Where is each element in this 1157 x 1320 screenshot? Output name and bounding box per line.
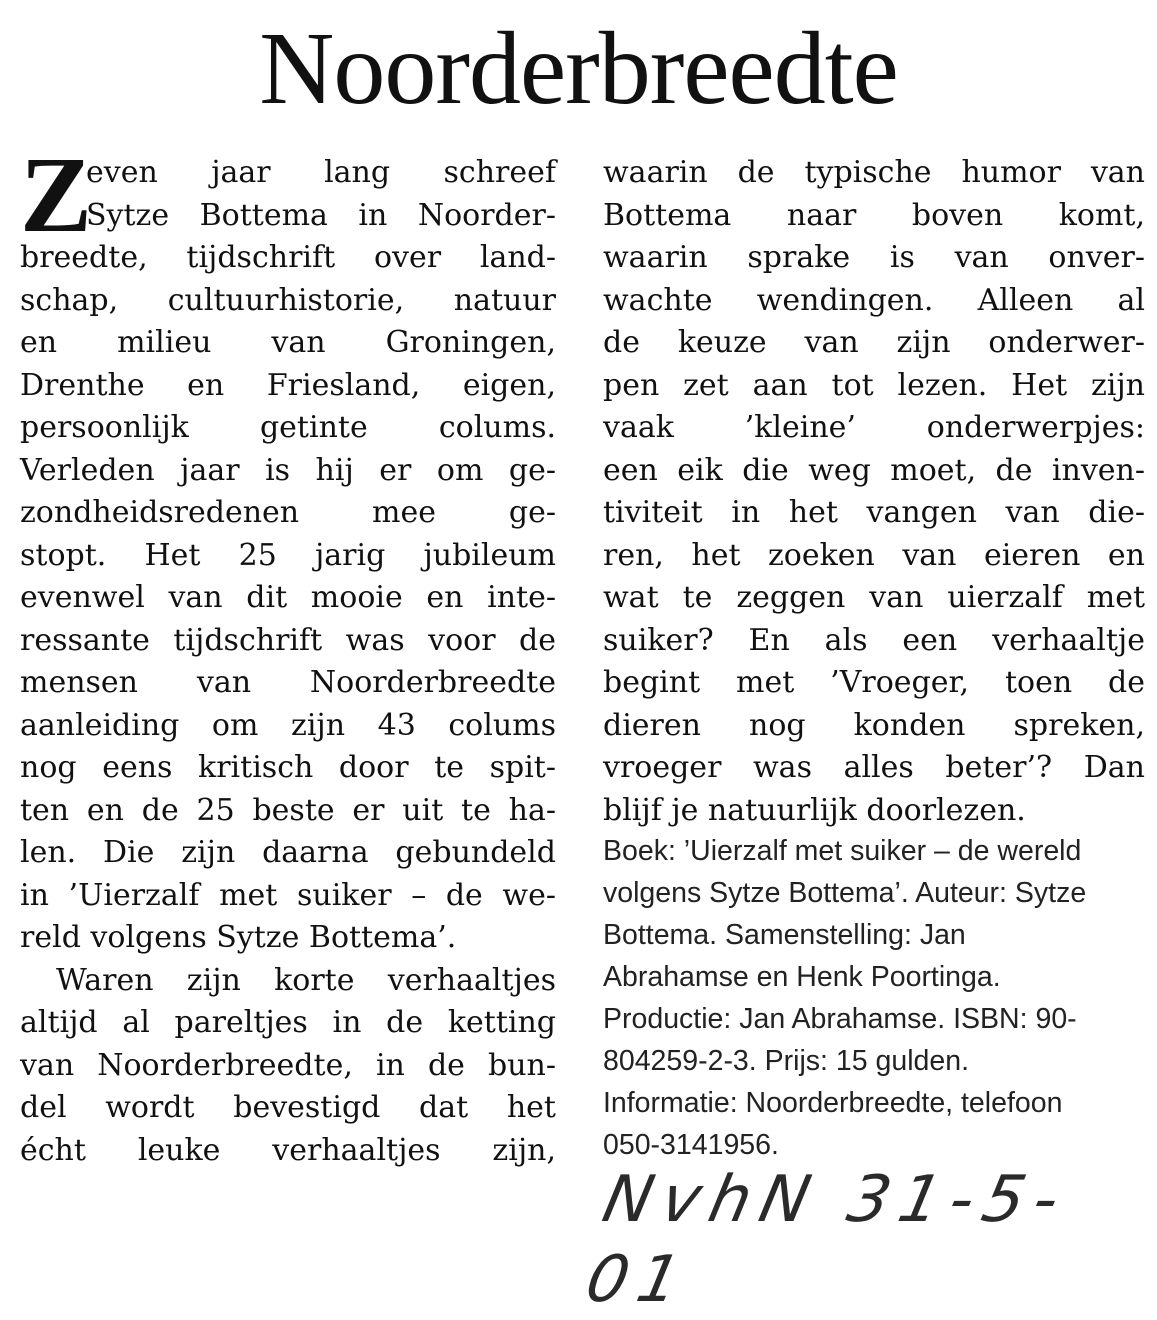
info-line: 804259-2-3. Prijs: 15 gulden. <box>603 1045 969 1077</box>
body-line: tiviteit in het vangen van die- <box>603 495 1145 530</box>
body-line: stopt. Het 25 jarig jubileum <box>20 537 556 573</box>
body-line: Sytze Bottema in Noorder- <box>86 197 556 233</box>
body-line: van Noorderbreedte, in de bun- <box>20 1047 556 1083</box>
body-line: breedte, tijdschrift over land- <box>20 240 556 275</box>
info-line: Boek: ’Uierzalf met suiker – de wereld <box>603 835 1082 867</box>
body-line: zondheidsredenen mee ge- <box>20 495 556 530</box>
body-line: wat te zeggen van uierzalf met <box>603 580 1145 615</box>
info-line: volgens Sytze Bottema’. Auteur: Sytze <box>603 877 1087 909</box>
body-line: een eik die weg moet, de inven- <box>603 452 1145 488</box>
body-line: ten en de 25 beste er uit te ha- <box>20 792 556 828</box>
opening-paragraph <box>20 136 556 255</box>
article-title: Noorderbreedte <box>259 11 898 126</box>
body-line: len. Die zijn daarna gebundeld <box>20 835 556 870</box>
body-line: dieren nog konden spreken, <box>603 707 1145 743</box>
info-line: Informatie: Noorderbreedte, telefoon <box>603 1087 1063 1119</box>
body-line: waarin de typische humor van <box>603 155 1145 190</box>
body-line: suiker? En als een verhaaltje <box>603 622 1145 658</box>
left-column <box>20 136 556 1172</box>
book-info-block <box>603 830 1148 1166</box>
info-line: Productie: Jan Abrahamse. ISBN: 90- <box>603 1003 1077 1035</box>
body-line: waarin sprake is van onver- <box>603 240 1145 275</box>
right-column <box>603 152 1145 832</box>
body-line: wachte wendingen. Alleen al <box>603 282 1145 318</box>
body-line: Verleden jaar is hij er om ge- <box>20 452 556 488</box>
body-line: schap, cultuurhistorie, natuur <box>20 282 556 318</box>
body-line: écht leuke verhaaltjes zijn, <box>20 1132 556 1168</box>
body-line: reld volgens Sytze Bottema’. <box>20 920 457 955</box>
body-line: evenwel van dit mooie en inte- <box>20 580 556 615</box>
drop-cap: Z <box>20 136 93 255</box>
body-line: vroeger was alles beter’? Dan <box>603 750 1145 785</box>
body-line: en milieu van Groningen, <box>20 325 556 360</box>
body-line: Waren zijn korte verhaaltjes <box>56 962 556 998</box>
body-line: de keuze van zijn onderwer- <box>603 325 1145 360</box>
body-line: altijd al pareltjes in de ketting <box>20 1005 556 1040</box>
body-line: ressante tijdschrift was voor de <box>20 622 556 658</box>
body-line: mensen van Noorderbreedte <box>20 665 556 700</box>
body-line: pen zet aan tot lezen. Het zijn <box>603 367 1145 403</box>
body-line: persoonlijk getinte colums. <box>20 410 556 445</box>
body-line: ren, het zoeken van eieren en <box>603 537 1145 573</box>
body-line: blijf je natuurlijk doorlezen. <box>603 792 1026 828</box>
body-line: Bottema naar boven komt, <box>603 197 1145 233</box>
info-line: 050-3141956. <box>603 1129 779 1161</box>
body-line: vaak ’kleine’ onderwerpjes: <box>603 410 1145 445</box>
body-line: Drenthe en Friesland, eigen, <box>20 367 556 403</box>
body-line: even jaar lang schreef <box>86 155 556 190</box>
body-line: in ’Uierzalf met suiker – de we- <box>20 877 556 913</box>
body-line: del wordt bevestigd dat het <box>20 1090 556 1125</box>
handwritten-date-note: NvhN 31-5-01 <box>579 1163 1076 1317</box>
body-line: begint met ’Vroeger, toen de <box>603 665 1145 700</box>
info-line: Abrahamse en Henk Poortinga. <box>603 961 1001 993</box>
body-line: aanleiding om zijn 43 colums <box>20 707 556 743</box>
body-line: nog eens kritisch door te spit- <box>20 750 556 785</box>
info-line: Bottema. Samenstelling: Jan <box>603 919 966 951</box>
